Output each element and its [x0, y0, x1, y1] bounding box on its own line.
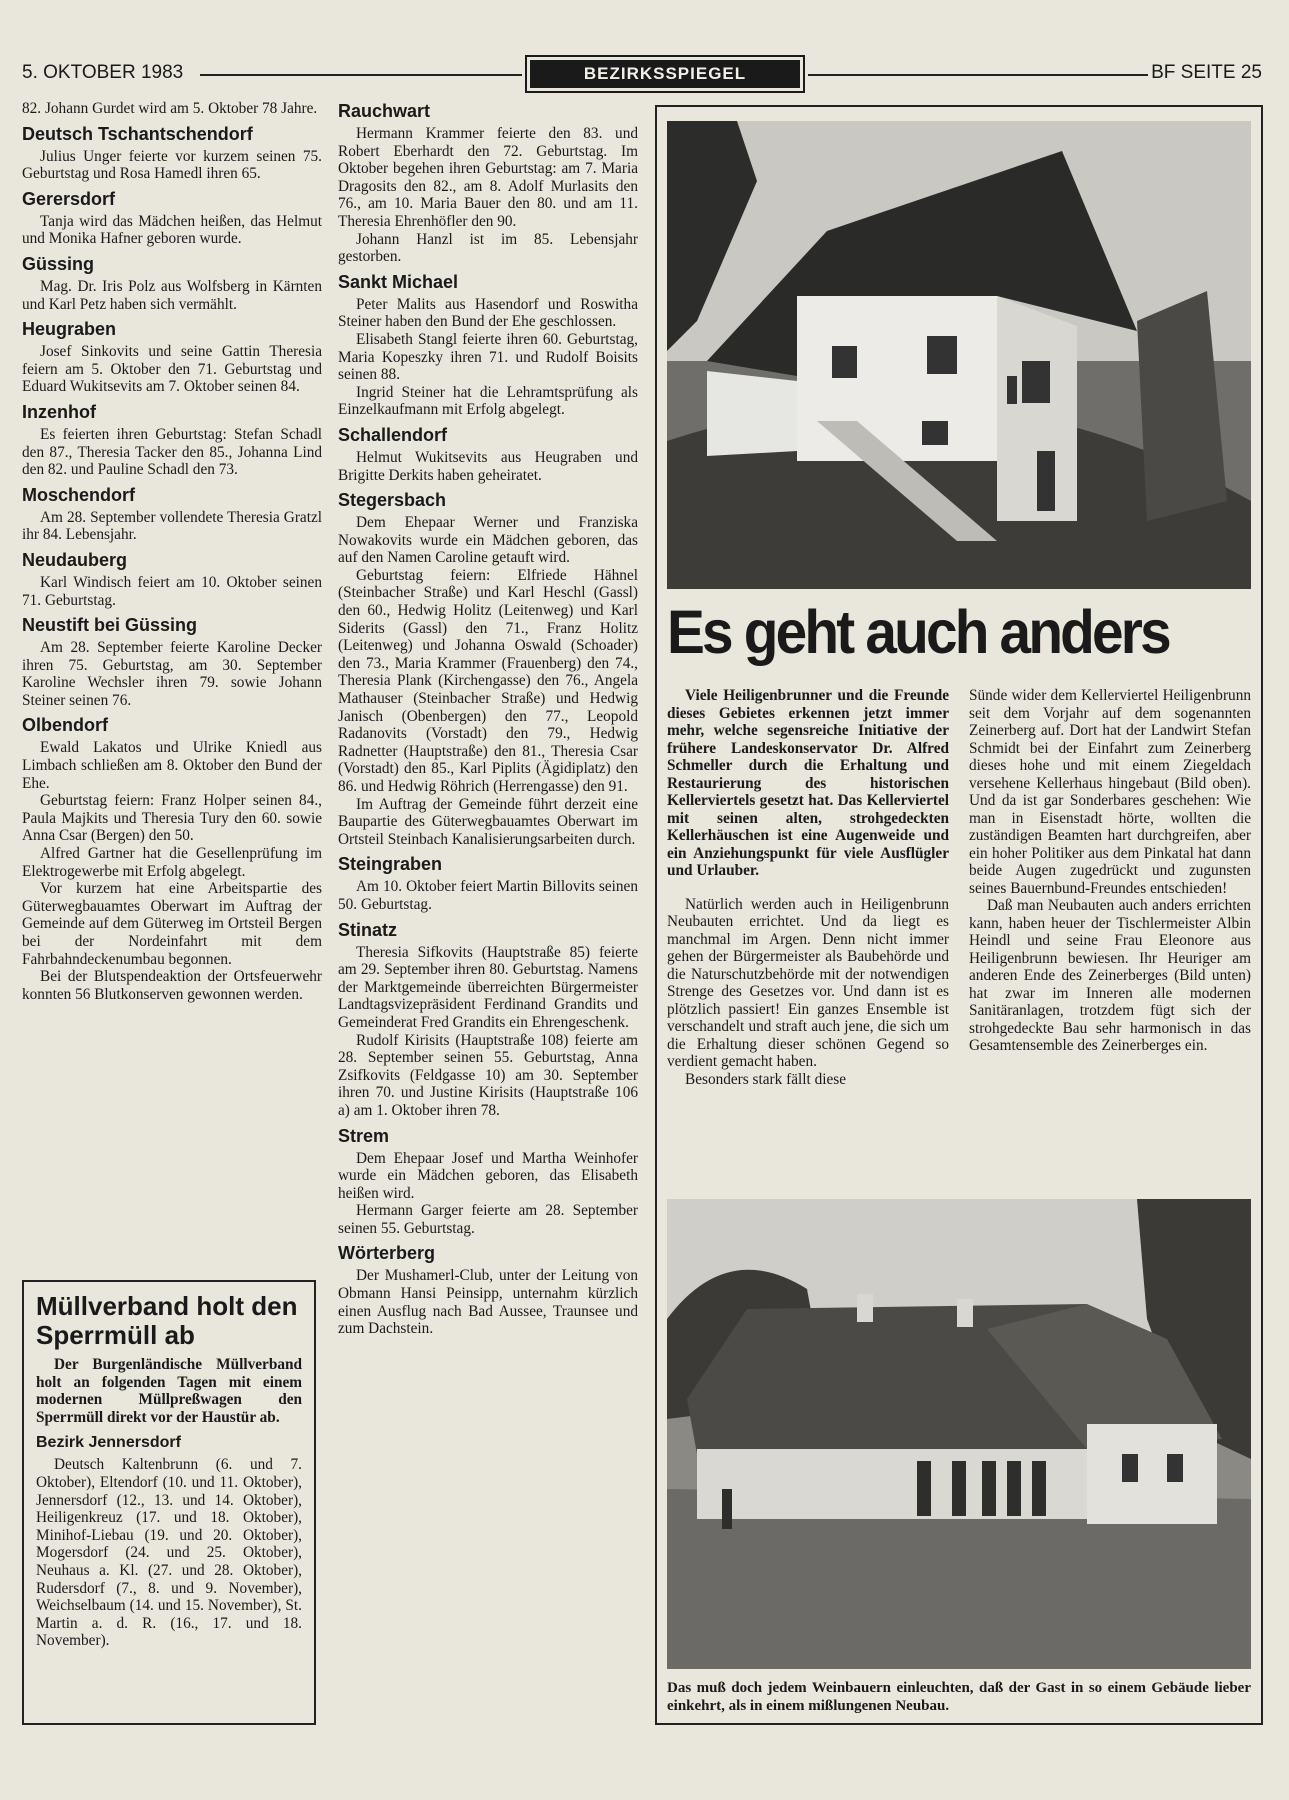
- article-paragraph: Besonders stark fällt diese: [685, 1070, 846, 1088]
- paragraph: Am 28. September vollendete Theresia Gratzl ihr 84. Lebensjahr.: [22, 508, 322, 544]
- section-heading: Neustift bei Güssing: [22, 615, 198, 636]
- article-column-1: [667, 687, 949, 1088]
- feature-article: [655, 105, 1263, 1725]
- article-lead: Viele Heiligenbrunner und die Freunde dieses Gebietes erkennen jetzt immer mehr, welche segensreiche Initiative der frühere Landeskonservator Dr. Alfred Schmeller durch die Erhaltung und Restaurierung des historischen Kellerviertels gesetzt hat. Das Kellerviertel mit seinen alten, strohgedeckten Kellerhäuschen ist eine Augenweide und ein Anziehungspunkt für viele Ausflügler und Urlauber.: [667, 687, 949, 879]
- paragraph: Karl Windisch feiert am 10. Oktober seinen 71. Geburtstag.: [22, 573, 322, 609]
- paragraph: Am 28. September feierte Karoline Decker ihren 75. Geburtstag, am 30. September Karoline Wechsler ihren 79. sowie Johann Steiner seinen 76.: [22, 639, 322, 709]
- section-heading: Strem: [338, 1125, 390, 1146]
- paragraph: Dem Ehepaar Josef und Martha Weinhofer wurde ein Mädchen geboren, das Elisabeth heißen wird.: [338, 1149, 638, 1202]
- paragraph: Ewald Lakatos und Ulrike Kniedl aus Limbach schließen am 8. Oktober den Bund der Ehe.: [22, 739, 322, 792]
- paragraph: Der Mushamerl-Club, unter der Leitung von Obmann Hansi Peinsipp, unternahm kürzlich einen Ausflug nach Bad Aussee, Traunsee und zum Dachstein.: [338, 1267, 638, 1338]
- column-2: [338, 100, 638, 1338]
- lead-text: 82. Johann Gurdet wird am 5. Oktober 78 Jahre.: [22, 100, 318, 117]
- article-paragraph: Sünde wider dem Kellerviertel Heiligenbrunn seit dem Vorjahr auf dem sogenannten Zeinerberg auf. Dort hat der Landwirt Stefan Schmidt bei der Einfahrt zum Zeinerberg dieses hohe und mit einem Ziegeldach versehene Kellerhaus hingebaut (Bild oben). Und da ist gar Sonderbares geschehen: Wie man in Eisenstadt hörte, wollten die zuständigen Beamten hart durchgreifen, aber ein hoher Politiker aus dem Pinkatal hat dann beide Augen zugedrückt und zugunsten seines Bauernbund-Freundes entschieden!: [969, 687, 1251, 897]
- column-1: [22, 100, 322, 1003]
- paragraph: Hermann Krammer feierte den 83. und Robert Eberhardt den 72. Geburtstag. Im Oktober begehen ihren Geburtstag: am 7. Maria Dragosits den 82., am 8. Adolf Murlasits den 76., am 10. Maria Bauer den 80. und am 11. Theresia Ehrenhöfler den 90.: [338, 125, 638, 230]
- paragraph: Julius Unger feierte vor kurzem seinen 75. Geburtstag und Rosa Hamedl ihren 65.: [22, 147, 322, 183]
- paragraph: Am 10. Oktober feiert Martin Billovits seinen 50. Geburtstag.: [338, 878, 638, 913]
- article-paragraph: Natürlich werden auch in Heiligenbrunn Neubauten errichtet. Und da liegt es manchmal im Argen. Denn nicht immer gehen der Bürgermeister als Baubehörde und die Naturschutzbehörde mit der notwendigen Strenge des Gesetzes vor. Und dann ist es plötzlich passiert! Ein ganzes Ensemble ist verschandelt und straft auch jene, die sich um die Erhaltung dieser schönen Gegend so verdient gemacht haben.: [667, 895, 949, 1070]
- section-heading: Güssing: [22, 253, 95, 274]
- article-headline: Es geht auch anders: [667, 598, 1169, 666]
- section-heading: Stinatz: [338, 919, 398, 940]
- section-heading: Deutsch Tschantschendorf: [22, 123, 253, 144]
- thatched-house-illustration: [667, 1199, 1251, 1669]
- paragraph: Mag. Dr. Iris Polz aus Wolfsberg in Kärnten und Karl Petz haben sich vermählt.: [22, 277, 322, 313]
- section-heading: Olbendorf: [22, 715, 108, 736]
- paragraph: Bei der Blutspendeaktion der Ortsfeuerwehr konnten 56 Blutkonserven gewonnen werden.: [22, 968, 322, 1003]
- section-heading: Gerersdorf: [22, 188, 116, 209]
- paragraph: Peter Malits aus Hasendorf und Roswitha Steiner haben den Bund der Ehe geschlossen.: [338, 295, 638, 331]
- section-title: BEZIRKSSPIEGEL: [530, 60, 800, 88]
- header-rule-left: [200, 74, 522, 76]
- section-heading: Schallendorf: [338, 424, 448, 445]
- info-box: [22, 1280, 316, 1725]
- paragraph: Theresia Sifkovits (Hauptstraße 85) feierte am 29. September ihren 80. Geburtstag. Namens der Marktgemeinde überreichten Bürgermeister Landtagsvizepräsident Ferdinand Grandits und Gemeinderat Fred Grandits ein Ehrengeschenk.: [338, 943, 638, 1031]
- paragraph: Dem Ehepaar Werner und Franziska Nowakovits wurde ein Mädchen geboren, das auf den Namen Caroline getauft wird.: [338, 514, 638, 567]
- section-heading: Steingraben: [338, 854, 443, 875]
- box-intro: Der Burgenländische Müllverband holt an folgenden Tagen mit einem modernen Müllpreßwagen den Sperrmüll direkt vor der Haustür ab.: [36, 1356, 302, 1426]
- page-header: [22, 60, 1262, 90]
- paragraph: Vor kurzem hat eine Arbeitspartie des Güterwegbauamtes Oberwart im Auftrag der Gemeinde auf dem Güterweg im Ortsteil Bergen bei der Nordeinfahrt mit dem Fahrbahndeckenumbau begonnen.: [22, 880, 322, 968]
- paragraph: Geburtstag feiern: Franz Holper seinen 84., Paula Majkits und Theresia Tury den 60. sowie Anna Csar (Bergen) den 50.: [22, 792, 322, 845]
- section-heading: Wörterberg: [338, 1243, 436, 1264]
- issue-date: 5. OKTOBER 1983: [22, 62, 184, 83]
- section-heading: Rauchwart: [338, 101, 431, 121]
- box-title: Müllverband holt den Sperrmüll ab: [36, 1291, 298, 1350]
- photo-new-cellar-house: [667, 121, 1251, 589]
- paragraph: Elisabeth Stangl feierte ihren 60. Geburtstag, Maria Kopeszky ihren 71. und Rudolf Boisits seinen 88.: [338, 330, 638, 384]
- paragraph: Johann Hanzl ist im 85. Lebensjahr gestorben.: [338, 230, 638, 266]
- header-rule-right: [808, 74, 1148, 76]
- section-heading: Stegersbach: [338, 490, 447, 511]
- photo-thatched-heuriger: [667, 1199, 1251, 1669]
- section-heading: Heugraben: [22, 319, 117, 340]
- section-heading: Inzenhof: [22, 401, 96, 422]
- section-heading: Neudauberg: [22, 549, 128, 570]
- paragraph: Hermann Garger feierte am 28. September seinen 55. Geburtstag.: [338, 1202, 638, 1237]
- section-heading: Moschendorf: [22, 484, 136, 505]
- box-subheading: Bezirk Jennersdorf: [36, 1434, 181, 1452]
- house-photo-illustration: [667, 121, 1251, 589]
- paragraph: Im Auftrag der Gemeinde führt derzeit eine Baupartie des Güterwegbauamtes Oberwart im Ortsteil Steinbach Kanalisierungsarbeiten durch.: [338, 795, 638, 848]
- photo-caption: Das muß doch jedem Weinbauern einleuchten, daß der Gast in so einem Gebäude lieber einkehrt, als in einem mißlungenen Neubau.: [667, 1680, 1251, 1714]
- box-body: Deutsch Kaltenbrunn (6. und 7. Oktober), Eltendorf (10. und 11. Oktober), Jennersdorf (12., 13. und 14. Oktober), Heiligenkreuz (17. und 18. Oktober), Minihof-Liebau (19. und 20. Oktober), Mogersdorf (24. und 25. Oktober), Neuhaus a. Kl. (27. und 28. Oktober), Rudersdorf (7., 8. und 9. November), Weichselbaum (14. und 15. November), St. Martin a. d. R. (16., 17. und 18. November).: [36, 1456, 302, 1650]
- paragraph: Es feierten ihren Geburtstag: Stefan Schadl den 87., Theresia Tacker den 85., Johanna Lind den 82. und Pauline Schadl den 73.: [22, 425, 322, 479]
- paragraph: Ingrid Steiner hat die Lehramtsprüfung als Einzelkaufmann mit Erfolg abgelegt.: [338, 383, 638, 419]
- paragraph: Alfred Gartner hat die Gesellenprüfung im Elektrogewerbe mit Erfolg abgelegt.: [22, 845, 322, 880]
- article-column-2: [969, 687, 1251, 1055]
- paragraph: Geburtstag feiern: Elfriede Hähnel (Steinbacher Straße) und Karl Heschl (Gassl) den 60., Hedwig Holitz (Leitenweg) und Karl Siderits (Gassl) den 71., Franz Holitz (Leitenweg) und Johanna Oswald (Schoader) den 73., Maria Krammer (Frauenberg) den 74., Theresia Plank (Kirchengasse) den 76., Angela Mathauser (Steinbacher Straße) und Hedwig Janisch (Obenbergen) den 77., Leopold Radanovits (Vorstadt) den 79., Hedwig Radnetter (Hauptstraße) den 81., Theresia Csar (Vorstadt) den 85., Karl Piplits (Ägidiplatz) den 86. und Hedwig Röhrich (Herrengasse) den 91.: [338, 566, 638, 795]
- page-number: BF SEITE 25: [1151, 62, 1262, 83]
- paragraph: Rudolf Kirisits (Hauptstraße 108) feierte am 28. September seinen 55. Geburtstag, Anna Zsifkovits (Feldgasse 10) am 30. September ihren 70. und Justine Kirisits (Hauptstraße 106 a) am 1. Oktober ihren 78.: [338, 1031, 638, 1119]
- section-heading: Sankt Michael: [338, 271, 459, 292]
- paragraph: Helmut Wukitsevits aus Heugraben und Brigitte Derkits haben geheiratet.: [338, 448, 638, 484]
- paragraph: Tanja wird das Mädchen heißen, das Helmut und Monika Hafner geboren wurde.: [22, 212, 322, 248]
- article-paragraph: Daß man Neubauten auch anders errichten kann, haben heuer der Tischlermeister Albin Heindl und seine Frau Eleonore aus Heiligenbrunn bewiesen. Ihr Heuriger am anderen Ende des Zeinerberges (Bild unten) hat zwar im Inneren alle modernen Sanitäranlagen, trotzdem fügt sich der strohgedeckte Bau sehr harmonisch in das Gesamtensemble des Zeinerberges ein.: [969, 897, 1251, 1054]
- paragraph: Josef Sinkovits und seine Gattin Theresia feiern am 5. Oktober den 71. Geburtstag und Eduard Wukitsevits am 7. Oktober seinen 84.: [22, 343, 322, 396]
